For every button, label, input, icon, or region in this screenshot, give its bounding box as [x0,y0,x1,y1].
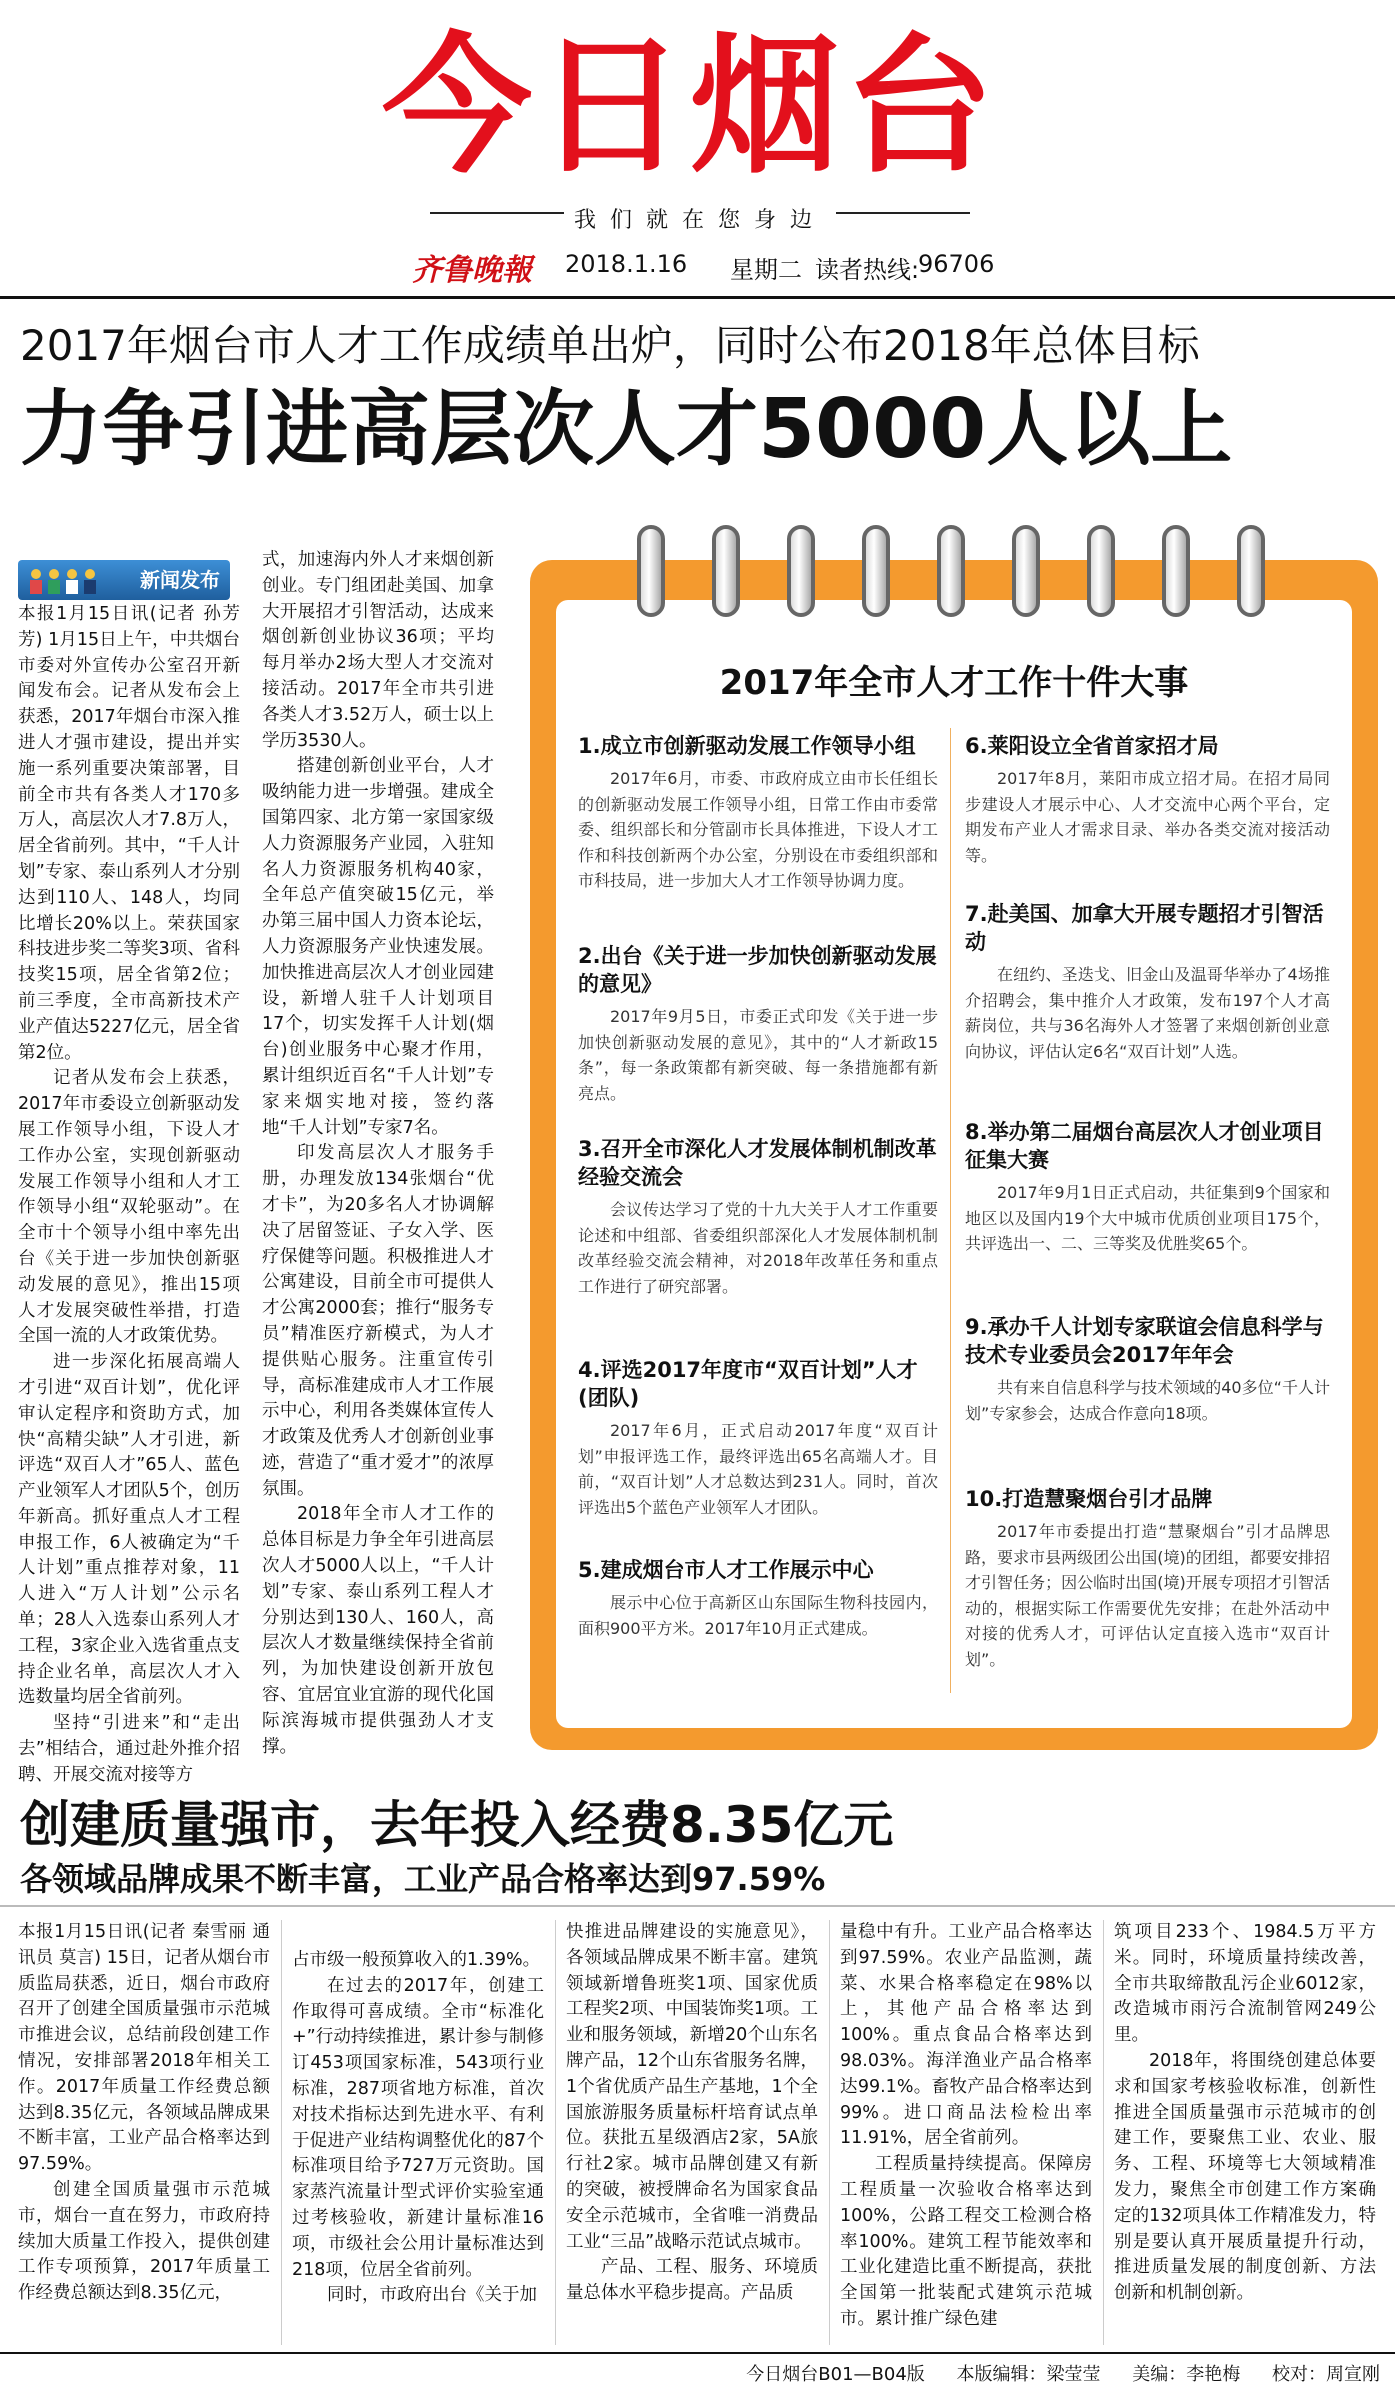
footer-pages: 今日烟台B01—B04版 [746,2364,925,2385]
notepad-title: 2017年全市人才工作十件大事 [719,663,1189,703]
event-item-4 [578,1356,938,1520]
binder-ring [1162,525,1190,617]
story1-kicker: 2017年烟台市人才工作成绩单出炉，同时公布2018年总体目标 [20,321,1200,370]
notepad-column-divider [950,728,951,1693]
paragraph: 坚持“引进来”和“走出去”相结合，通过赴外推介招聘、开展交流对接等方 [18,1713,240,1785]
event-text: 2017年9月1日正式启动，共征集到9个国家和地区以及国内19个大中城市优质创业项目175个，共评选出一、二、三等奖及优胜奖65个。 [965,1183,1330,1253]
event-title: 2.出台《关于进一步加快创新驱动发展的意见》 [578,944,937,996]
story2-column-5 [1114,1920,1376,2307]
issue-date: 2018.1.16 [565,250,688,278]
event-item-9 [965,1313,1330,1426]
issue-weekday: 星期二 [730,256,802,284]
event-text: 在纽约、圣迭戈、旧金山及温哥华举办了4场推介招聘会，集中推介人才政策，发布197个人才高薪岗位，共与36名海外人才签署了来烟创新创业意向协议，评估认定6名“双百计划”人选。 [965,965,1330,1061]
paragraph: 在过去的2017年，创建工作取得可喜成绩。全市“标准化+”行动持续推进，累计参与制修订453项国家标准，543项行业标准，287项省地方标准，首次对技术指标达到先进水平、有利于促进产业结构调整优化的87个标准项目给予727万元资助。国家蒸汽流量计型式评价实验室通过考核验收，新建计量标准16项，市级社会公用计量标准达到218项，位居全省前列。 [292,1975,544,2280]
paragraph: 本报1月15日讯(记者 孙芳芳) 1月15日上午，中共烟台市委对外宣传办公室召开新闻发布会。记者从发布会上获悉，2017年烟台市深入推进人才强市建设，提出并实施一系列重要决策部署，目前全市共有各类人才170多万人，高层次人才7.8万人，居全省前列。其中，“千人计划”专家、泰山系列人才分别达到110人、148人，均同比增长20%以上。荣获国家科技进步奖二等奖3项、省科技奖15项，居全省第2位；前三季度，全市高新技术产业产值达5227亿元，居全省第2位。 [18,604,240,1063]
event-title: 5.建成烟台市人才工作展示中心 [578,1558,874,1582]
paragraph: 快推进品牌建设的实施意见》，各领域品牌成果不断丰富。建筑领域新增鲁班奖1项、国家优质工程奖2项、中国装饰奖1项。工业和服务领域，新增20个山东名牌产品，12个山东省服务名牌，1个省优质产品生产基地，1个全国旅游服务质量标杆培育试点单位。获批五星级酒店2家，5A旅行社2家。城市品牌创建又有新的突破，被授牌命名为国家食品安全示范城市，全省唯一消费品工业“三品”战略示范试点城市。 [566,1922,818,2252]
event-text: 2017年9月5日，市委正式印发《关于进一步加快创新驱动发展的意见》，其中的“人才新政15条”，每一条政策都有新突破、每一条措施都有新亮点。 [578,1007,938,1103]
column-rule [1103,1920,1104,2345]
event-title: 1.成立市创新驱动发展工作领导小组 [578,734,916,758]
badge-label: 新闻发布 [140,568,220,592]
masthead-title: 今日烟台 [381,20,998,194]
event-title: 10.打造慧聚烟台引才品牌 [965,1487,1213,1511]
footer-editor: 本版编辑：梁莹莹 [956,2364,1101,2385]
slogan-text: 我们就在您身边 [564,208,836,233]
masthead-divider [0,296,1395,299]
brand-logo: 齐鲁晚報 [412,253,532,288]
binder-ring [712,525,740,617]
event-title: 6.莱阳设立全省首家招才局 [965,734,1219,758]
paragraph: 2018年，将围绕创建总体要求和国家考核验收标准，创新性推进全国质量强市示范城市的创建工作，要聚焦工业、农业、服务、工程、环境等七大领域精准发力，聚焦全市创建工作方案确定的132项具体工作精准发力，特别是要认真开展质量提升行动，推进质量发展的制度创新、方法创新和机制创新。 [1114,2050,1376,2304]
event-item-3 [578,1135,938,1299]
event-item-1 [578,732,938,894]
hotline-label: 读者热线: [815,256,920,284]
event-item-10 [965,1485,1330,1672]
event-text: 2017年市委提出打造“慧聚烟台”引才品牌思路，要求市县两级团公出国(境)的团组，都要安排招才引智任务；因公临时出国(境)开展专项招才引智活动的，根据实际工作需要优先安排；在赴外活动中对接的优秀人才，可评估认定直接入选市“双百计划”。 [965,1522,1330,1669]
event-item-7 [965,900,1330,1064]
event-title: 8.举办第二届烟台高层次人才创业项目征集大赛 [965,1120,1324,1172]
story1-headline: 力争引进高层次人才5000人以上 [20,382,1233,477]
binder-ring [637,525,665,617]
story2-column-2 [292,1948,544,2309]
event-item-5 [578,1556,938,1641]
paragraph: 式，加速海内外人才来烟创新创业。专门组团赴美国、加拿大开展招才引智活动，达成来烟创新创业协议36项；平均每月举办2场大型人才交流对接活动。2017年全市共引进各类人才3.52万人，硕士以上学历3530人。 [262,550,494,751]
binder-ring [937,525,965,617]
story1-column-2 [262,548,494,1760]
hotline-number: 96706 [918,250,995,278]
binder-ring [1087,525,1115,617]
story2-column-1 [18,1920,270,2307]
paragraph: 2018年全市人才工作的总体目标是力争全年引进高层次人才5000人以上，“千人计划”专家、泰山系列工程人才分别达到130人、160人，高层次人才数量继续保持全省前列，为加快建设创新开放包容、宜居宜业宜游的现代化国际滨海城市提供强劲人才支撑。 [262,1504,494,1757]
story1-column-1 [18,602,240,1789]
paragraph: 本报1月15日讯(记者 秦雪丽 通讯员 莫言) 15日，记者从烟台市质监局获悉，近日，烟台市政府召开了创建全国质量强市示范城市推进会议，总结前段创建工作情况，安排部署2018年相关工作。2017年质量工作经费总额达到8.35亿元，各领域品牌成果不断丰富，工业产品合格率达到97.59%。 [18,1922,270,2175]
paragraph: 工程质量持续提高。保障房工程质量一次验收合格率达到100%，公路工程交工检测合格率100%。建筑工程节能效率和工业化建造比重不断提高，获批全国第一批装配式建筑示范城市。累计推广绿色建 [840,2154,1092,2329]
slogan [430,203,970,234]
binder-ring [1012,525,1040,617]
event-item-2 [578,942,938,1106]
column-rule [281,1920,282,2345]
footer-proofreader: 校对：周宣刚 [1272,2364,1380,2385]
paragraph: 创建全国质量强市示范城市，烟台一直在努力，市政府持续加大质量工作投入，提供创建工作专项预算，2017年质量工作经费总额达到8.35亿元， [18,2179,270,2304]
story2-divider [0,1905,1395,1907]
event-title: 7.赴美国、加拿大开展专题招才引智活动 [965,902,1324,954]
event-text: 2017年6月，正式启动2017年度“双百计划”申报评选工作，最终评选出65名高端人才。目前，“双百计划”人才总数达到231人。同时，首次评选出5个蓝色产业领军人才团队。 [578,1421,938,1517]
event-title: 9.承办千人计划专家联谊会信息科学与技术专业委员会2017年年会 [965,1315,1324,1367]
paragraph: 印发高层次人才服务手册，办理发放134张烟台“优才卡”，为20多名人才协调解决了居留签证、子女入学、医疗保健等问题。积极推进人才公寓建设，目前全市可提供人才公寓2000套；推行“服务专员”精准医疗新模式，为人才提供贴心服务。注重宣传引导，高标准建成市人才工作展示中心，利用各类媒体宣传人才政策及优秀人才创新创业事迹，营造了“重才爱才”的浓厚氛围。 [262,1143,494,1499]
paragraph: 进一步深化拓展高端人才引进“双百计划”，优化评审认定程序和资助方式，加快“高精尖缺”人才引进，新评选“双百人才”65人、蓝色产业领军人才团队5个，创历年新高。抓好重点人才工程申报工作，6人被确定为“千人计划”重点推荐对象，11人进入“万人计划”公示名单；28人入选泰山系列人才工程，3家企业入选省重点支持企业名单，高层次人才入选数量均居全省前列。 [18,1352,240,1708]
footer-designer: 美编：李艳梅 [1132,2364,1241,2385]
event-title: 3.召开全市深化人才发展体制机制改革经验交流会 [578,1137,937,1189]
event-title: 4.评选2017年度市“双百计划”人才(团队) [578,1358,918,1410]
story2-headline: 创建质量强市，去年投入经费8.35亿元 [20,1796,894,1854]
paragraph: 记者从发布会上获悉，2017年市委设立创新驱动发展工作领导小组，下设人才工作办公室，实现创新驱动发展工作领导小组和人才工作领导小组“双轮驱动”。在全市十个领导小组中率先出台《关于进一步加快创新驱动发展的意见》，推出15项人才发展突破性举措，打造全国一流的人才政策优势。 [18,1068,240,1347]
binder-ring [862,525,890,617]
event-text: 共有来自信息科学与技术领域的40多位“千人计划”专家参会，达成合作意向18项。 [965,1378,1330,1423]
event-text: 2017年8月，莱阳市成立招才局。在招才局同步建设人才展示中心、人才交流中心两个平台，定期发布产业人才需求目录、举办各类交流对接活动等。 [965,769,1330,865]
event-text: 会议传达学习了党的十九大关于人才工作重要论述和中组部、省委组织部深化人才发展体制机制改革经验交流会精神，对2018年改革任务和重点工作进行了研究部署。 [578,1200,938,1296]
event-text: 2017年6月，市委、市政府成立由市长任组长的创新驱动发展工作领导小组，日常工作由市委常委、组织部长和分管副市长具体推进，下设人才工作和科技创新两个办公室，分别设在市委组织部和市科技局，进一步加大人才工作领导协调力度。 [578,769,938,890]
people-icon [26,566,106,594]
paragraph: 占市级一般预算收入的1.39%。 [292,1950,541,1970]
paragraph: 同时，市政府出台《关于加 [327,2285,537,2306]
event-item-6 [965,732,1330,868]
event-text: 展示中心位于高新区山东国际生物科技园内，面积900平方米。2017年10月正式建成。 [578,1593,938,1638]
column-rule [829,1920,830,2345]
story2-column-3 [566,1920,818,2307]
footer [0,2360,1380,2386]
story2-subheadline: 各领域品牌成果不断丰富，工业产品合格率达到97.59% [20,1860,826,1898]
paragraph: 筑项目233个、1984.5万平方米。同时，环境质量持续改善，全市共取缔散乱污企业6012家，改造城市雨污合流制管网249公里。 [1114,1922,1376,2046]
paragraph: 量稳中有升。工业产品合格率达到97.59%。农业产品监测，蔬菜、水果合格率稳定在98%以上，其他产品合格率达到100%。重点食品合格率达到98.03%。海洋渔业产品合格率达99.1%。畜牧产品合格率达到99%。进口商品法检检出率11.91%，居全省前列。 [840,1922,1092,2149]
footer-divider [0,2352,1395,2354]
story2-column-4 [840,1920,1092,2333]
news-release-badge [18,560,230,600]
column-rule [555,1920,556,2345]
paragraph: 产品、工程、服务、环境质量总体水平稳步提高。产品质 [566,2257,818,2304]
paragraph: 搭建创新创业平台，人才吸纳能力进一步增强。建成全国第四家、北方第一家国家级人力资源服务产业园，入驻知名人力资源服务机构40家，全年总产值突破15亿元，举办第三届中国人力资本论坛，人力资源服务产业快速发展。加快推进高层次人才创业园建设，新增人驻千人计划项目17个，切实发挥千人计划(烟台)创业服务中心聚才作用，累计组织近百名“千人计划”专家来烟实地对接，签约落地“千人计划”专家7名。 [262,756,494,1138]
event-item-8 [965,1118,1330,1257]
binder-ring [1237,525,1265,617]
binder-ring [787,525,815,617]
